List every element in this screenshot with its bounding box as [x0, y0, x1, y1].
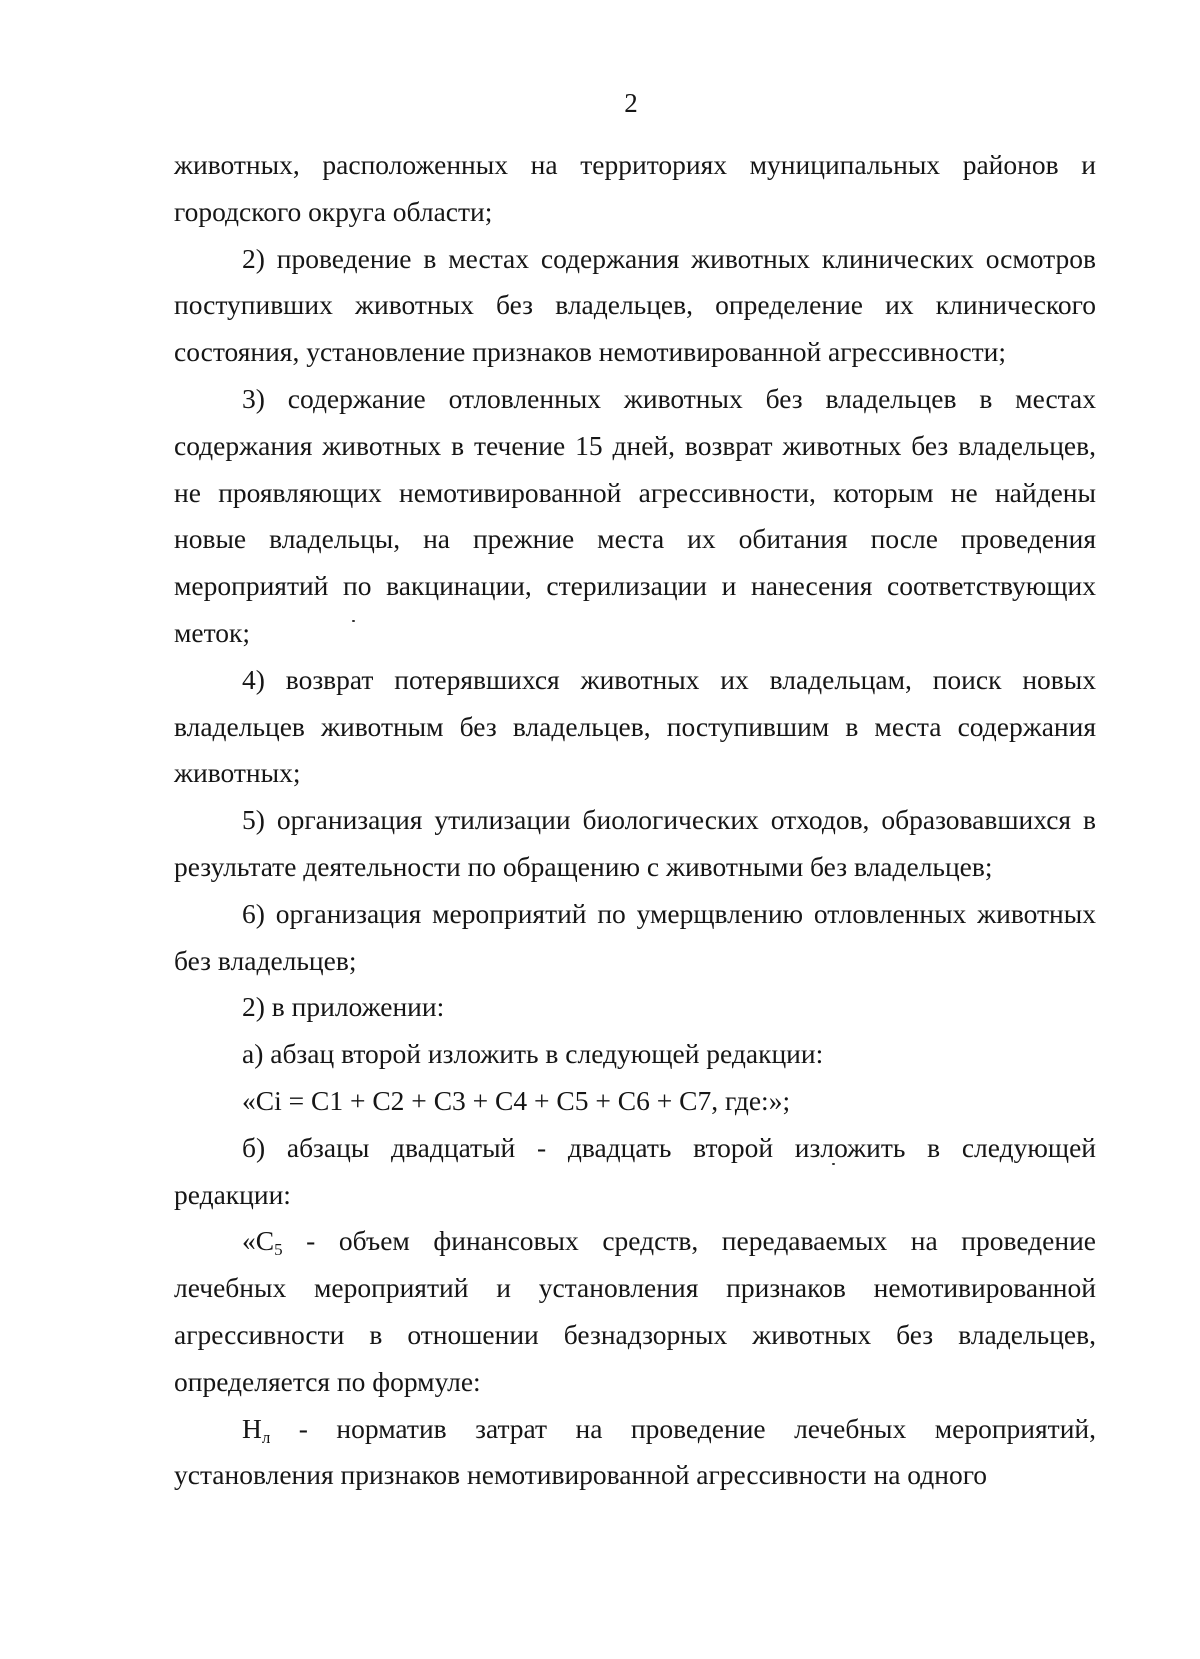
paragraph-item-2: 2) проведение в местах содержания животных клинических осмотров поступивших животных без владельцев, определение их клинического состояния, установление признаков немотивированной агрессивности;	[174, 242, 1096, 368]
paragraph-subitem-a: а) абзац второй изложить в следующей редакции:	[242, 1038, 824, 1070]
paragraph-c5-definition	[174, 1218, 1096, 1405]
paragraph-hl-definition	[174, 1406, 1096, 1500]
paragraph-item-5: 5) организация утилизации биологических отходов, образовавшихся в результате деятельности по обращению с животными без владельцев;	[174, 804, 1096, 882]
hl-prefix: Н	[242, 1412, 262, 1444]
paragraph-item-3: 3) содержание отловленных животных без владельцев в местах содержания животных в течение 15 дней, возврат животных без владельцев, не проявляющих немотивированной агрессивности, которым не найдены новые владельцы, на прежние места их обитания после проведения мероприятий по вакцинации, стерилизации и нанесения соответствующих меток;	[174, 382, 1096, 648]
hl-text: - норматив затрат на проведение лечебных мероприятий, установления признаков немотивированной агрессивности на одного	[174, 1412, 1096, 1491]
document-body	[174, 142, 1096, 1499]
c5-subscript: 5	[274, 1240, 283, 1260]
c5-text: - объем финансовых средств, передаваемых на проведение лечебных мероприятий и установления признаков немотивированной агрессивности в отношении безнадзорных животных без владельцев, определяется по формуле:	[174, 1225, 1096, 1397]
paragraph-subitem-b: б) абзацы двадцатый - двадцать второй изложить в следующей редакции:	[174, 1131, 1096, 1210]
page-number: 2	[624, 88, 638, 118]
hl-subscript: л	[261, 1427, 271, 1447]
paragraph-item-6: 6) организация мероприятий по умерщвлению отловленных животных без владельцев;	[174, 897, 1096, 976]
paragraph-item-4: 4) возврат потерявшихся животных их владельцам, поиск новых владельцев животным без владельцев, поступившим в места содержания животных;	[174, 663, 1096, 789]
paragraph-1: животных, расположенных на территориях муниципальных районов и городского округа области;	[174, 149, 1096, 227]
c5-prefix: «С	[242, 1225, 275, 1257]
paragraph-appendix-heading: 2) в приложении:	[242, 991, 445, 1023]
scan-speck	[352, 620, 355, 622]
formula-ci: «Ci = C1 + C2 + C3 + C4 + C5 + C6 + C7, где:»;	[242, 1084, 791, 1116]
scan-speck	[832, 1163, 835, 1165]
